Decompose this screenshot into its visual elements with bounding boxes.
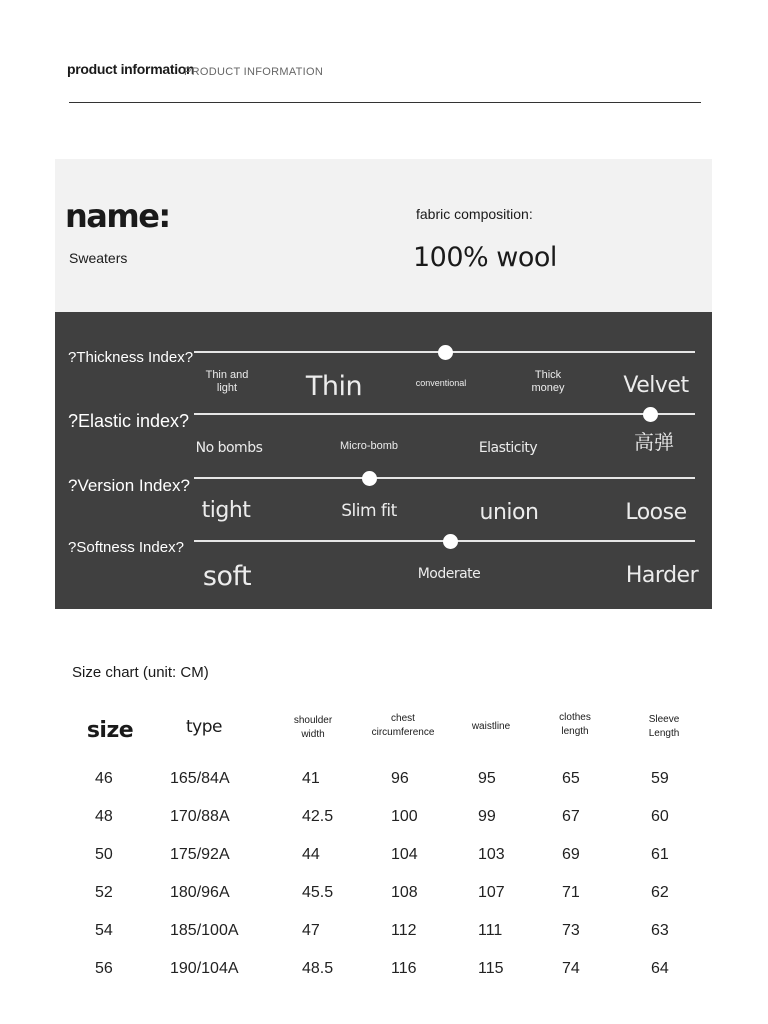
size-chart-header-sleeve-length: Sleeve Length	[648, 714, 680, 739]
cell-type: 185/100A	[170, 922, 239, 939]
cell-clothes-length: 65	[562, 770, 580, 787]
cell-waistline: 111	[478, 922, 503, 939]
cell-clothes-length: 74	[562, 960, 580, 977]
size-chart-header-shoulder-width: shoulder width	[293, 715, 333, 740]
cell-type: 165/84A	[170, 770, 230, 787]
cell-type: 175/92A	[170, 846, 230, 863]
size-chart-header-waistline: waistline	[471, 721, 511, 732]
elastic-option-high-elastic: 高弹	[634, 432, 674, 454]
cell-shoulder-width: 48.5	[302, 960, 334, 977]
cell-shoulder-width: 41	[302, 770, 320, 787]
cell-size: 50	[95, 846, 113, 863]
cell-chest-circumference: 100	[391, 808, 418, 825]
elastic-index-track	[194, 413, 695, 415]
thickness-option-thick-money: Thick money	[531, 369, 565, 394]
product-info-subtitle: PRODUCT INFORMATION	[184, 66, 324, 78]
thickness-index-marker	[438, 345, 453, 360]
softness-option-harder: Harder	[625, 563, 699, 588]
cell-clothes-length: 67	[562, 808, 580, 825]
cell-size: 54	[95, 922, 113, 939]
cell-type: 190/104A	[170, 960, 239, 977]
cell-chest-circumference: 112	[391, 922, 417, 939]
size-chart-title: Size chart (unit: CM)	[72, 664, 209, 681]
product-info-title: product information	[67, 61, 195, 77]
size-chart-header-size: size	[86, 718, 134, 743]
cell-sleeve-length: 61	[651, 846, 669, 863]
cell-type: 180/96A	[170, 884, 230, 901]
softness-option-soft: soft	[202, 561, 252, 592]
cell-clothes-length: 73	[562, 922, 580, 939]
version-option-slim-fit: Slim fit	[341, 501, 397, 521]
product-summary-panel	[55, 159, 712, 312]
softness-option-moderate: Moderate	[417, 566, 481, 582]
cell-waistline: 107	[478, 884, 505, 901]
cell-waistline: 99	[478, 808, 496, 825]
thickness-option-thin: Thin	[305, 371, 363, 402]
cell-sleeve-length: 64	[651, 960, 669, 977]
name-value: Sweaters	[69, 250, 128, 266]
size-chart-header-clothes-length: clothes length	[559, 712, 591, 737]
cell-size: 52	[95, 884, 113, 901]
thickness-option-conventional: conventional	[415, 378, 467, 388]
cell-size: 48	[95, 808, 113, 825]
size-chart-header-type: type	[186, 717, 222, 737]
cell-sleeve-length: 59	[651, 770, 669, 787]
softness-index-title: ?Softness Index?	[68, 539, 184, 556]
version-index-track	[194, 477, 695, 479]
cell-chest-circumference: 104	[391, 846, 418, 863]
version-option-tight: tight	[201, 498, 251, 523]
header-divider	[69, 102, 701, 103]
cell-size: 46	[95, 770, 113, 787]
cell-sleeve-length: 62	[651, 884, 669, 901]
cell-waistline: 115	[478, 960, 504, 977]
cell-sleeve-length: 63	[651, 922, 669, 939]
elastic-option-elasticity: Elasticity	[478, 440, 538, 456]
cell-clothes-length: 71	[562, 884, 580, 901]
cell-type: 170/88A	[170, 808, 230, 825]
fabric-composition-label: fabric composition:	[416, 206, 533, 222]
thickness-option-velvet: Velvet	[623, 373, 689, 398]
elastic-option-no-bombs: No bombs	[195, 440, 263, 456]
cell-size: 56	[95, 960, 113, 977]
elastic-index-title: ?Elastic index?	[68, 411, 190, 431]
fabric-composition-value: 100% wool	[413, 242, 557, 273]
thickness-option-thin-and-light: Thin and light	[205, 369, 249, 394]
softness-index-marker	[443, 534, 458, 549]
version-index-title: ?Version Index?	[68, 476, 190, 495]
cell-clothes-length: 69	[562, 846, 580, 863]
cell-shoulder-width: 42.5	[302, 808, 334, 825]
cell-waistline: 103	[478, 846, 505, 863]
cell-shoulder-width: 44	[302, 846, 320, 863]
cell-chest-circumference: 108	[391, 884, 418, 901]
elastic-option-micro-bomb: Micro-bomb	[339, 440, 399, 452]
thickness-index-title: ?Thickness Index?	[68, 349, 194, 366]
cell-waistline: 95	[478, 770, 496, 787]
version-option-union: union	[479, 500, 539, 525]
cell-shoulder-width: 47	[302, 922, 320, 939]
cell-sleeve-length: 60	[651, 808, 669, 825]
cell-chest-circumference: 96	[391, 770, 409, 787]
cell-chest-circumference: 116	[391, 960, 417, 977]
version-option-loose: Loose	[625, 500, 687, 525]
elastic-index-marker	[643, 407, 658, 422]
cell-shoulder-width: 45.5	[302, 884, 334, 901]
size-chart-header-chest-circumference: chest circumference	[371, 713, 435, 738]
name-label: name:	[65, 197, 170, 235]
